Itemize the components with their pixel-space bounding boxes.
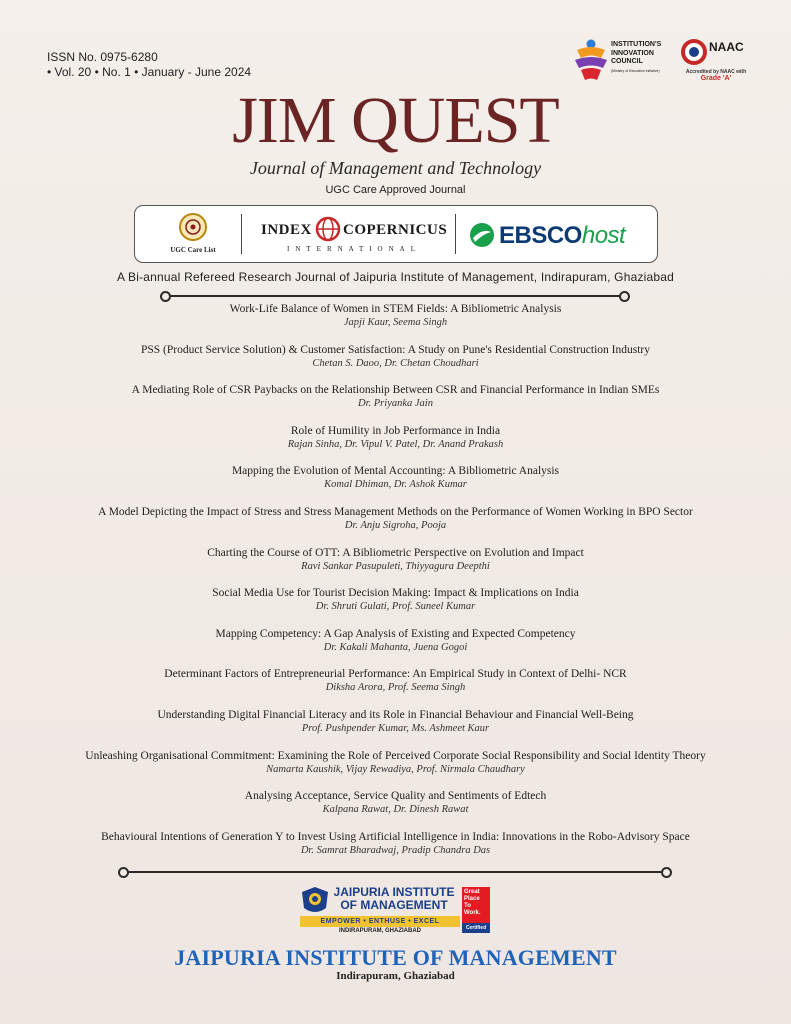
journal-subtitle: Journal of Management and Technology — [249, 158, 542, 178]
journal-masthead: JIM QUEST — [232, 84, 559, 157]
jaipuria-crest-icon — [300, 886, 330, 916]
gptw-line-1: Great — [464, 889, 480, 895]
ebsco-wordmark — [499, 222, 625, 250]
article-authors: Dr. Anju Sigroha, Pooja — [344, 519, 447, 531]
table-of-contents — [40, 303, 751, 871]
gptw-line-2: Place — [464, 896, 480, 902]
rule-end-dot — [160, 291, 171, 302]
ebsco-swoosh-icon — [469, 222, 495, 248]
article-title: Unleashing Organisational Commitment: Examining the Role of Perceived Corporate Social Responsibility and Social Identity Theory — [85, 749, 706, 762]
article-title: A Model Depicting the Impact of Stress and Stress Management Methods on the Performance of Women Working in BPO Sector — [98, 505, 693, 518]
article-title: PSS (Product Service Solution) & Customer Satisfaction: A Study on Pune's Residential Construction Industry — [140, 343, 651, 356]
iic-line-2: INNOVATION — [611, 49, 654, 57]
naac-seal-icon — [680, 38, 708, 66]
article-entry — [40, 709, 751, 735]
copernicus-word: COPERNICUS — [343, 222, 448, 238]
iic-text — [611, 41, 661, 75]
institute-name: JAIPURIA INSTITUTE OF MANAGEMENT — [174, 945, 617, 970]
ebscohost-logo — [469, 216, 649, 252]
bottom-rule — [124, 871, 666, 873]
iic-badge — [571, 38, 681, 84]
naac-accredited: Accredited by NAAC with — [685, 69, 747, 75]
article-entry — [40, 668, 751, 694]
gptw-certified: Certified — [462, 923, 490, 933]
issn-block — [47, 50, 251, 80]
article-authors: Dr. Samrat Bharadwaj, Pradip Chandra Das — [300, 844, 491, 856]
article-authors: Dr. Shruti Gulati, Prof. Suneel Kumar — [315, 601, 476, 613]
article-title: Social Media Use for Tourist Decision Making: Impact & Implications on India — [212, 587, 579, 600]
article-authors: Namarta Kaushik, Vijay Rewadiya, Prof. Nirmala Chaudhary — [266, 763, 525, 775]
rule-end-dot — [619, 291, 630, 302]
article-authors: Chetan S. Daoo, Dr. Chetan Choudhari — [312, 357, 479, 369]
naac-title: NAAC — [709, 40, 744, 54]
jaipuria-logo-place: INDIRAPURAM, GHAZIABAD — [339, 928, 421, 934]
article-title: Behavioural Intentions of Generation Y to Invest Using Artificial Intelligence in India: Innovations in the Robo-Advisory Space — [101, 830, 690, 843]
naac-grade: Grade 'A' — [700, 75, 732, 82]
article-title: A Mediating Role of CSR Paybacks on the Relationship Between CSR and Financial Performance in Indian SMEs — [131, 384, 660, 397]
journal-tagline: A Bi-annual Refereed Research Journal of Jaipuria Institute of Management, Indirapuram, Ghaziabad — [116, 270, 675, 284]
jaipuria-logo-name — [330, 886, 458, 912]
article-authors: Prof. Pushpender Kumar, Ms. Ashmeet Kaur — [301, 722, 490, 734]
article-entry — [40, 344, 751, 370]
ugc-care-logo — [149, 210, 237, 258]
logo-divider — [455, 214, 456, 254]
article-title: Charting the Course of OTT: A Bibliometric Perspective on Evolution and Impact — [207, 546, 584, 559]
great-place-to-work-badge — [462, 887, 490, 933]
article-authors: Japji Kaur, Seema Singh — [343, 317, 448, 328]
article-title: Work-Life Balance of Women in STEM Fields: A Bibliometric Analysis — [229, 303, 562, 315]
gptw-line-4: Work. — [464, 910, 481, 916]
volume-line: • Vol. 20 • No. 1 • January - June 2024 — [47, 65, 252, 79]
jaipuria-motto: EMPOWER • ENTHUSE • EXCEL — [300, 916, 460, 927]
jaipuria-name-line-1: JAIPURIA INSTITUTE — [333, 885, 455, 899]
gptw-line-3: To — [464, 903, 471, 909]
jaipuria-logo — [298, 886, 494, 938]
jaipuria-name-line-2: OF MANAGEMENT — [340, 898, 448, 912]
article-entry — [40, 547, 751, 573]
article-entry — [40, 790, 751, 816]
logo-divider — [241, 214, 242, 254]
article-entry — [40, 587, 751, 613]
article-authors: Diksha Arora, Prof. Seema Singh — [325, 682, 466, 694]
issn-number: ISSN No. 0975-6280 — [47, 50, 158, 64]
iic-line-4: (Ministry of Education Initiative) — [611, 68, 660, 73]
index-international: INTERNATIONAL — [287, 245, 421, 253]
article-title: Understanding Digital Financial Literacy and its Role in Financial Behaviour and Financial Well-Being — [157, 708, 634, 721]
copernicus-globe-icon — [315, 216, 341, 242]
top-rule — [166, 295, 624, 297]
article-entry — [40, 750, 751, 776]
article-entry — [40, 303, 751, 329]
article-entry — [40, 831, 751, 857]
ebsco-main: EBSCO — [499, 222, 582, 249]
article-authors: Dr. Kakali Mahanta, Juena Gogoi — [323, 641, 468, 653]
article-entry — [40, 628, 751, 654]
iic-logo-icon — [571, 38, 611, 84]
ugc-approval-line: UGC Care Approved Journal — [325, 184, 466, 196]
article-authors: Dr. Priyanka Jain — [358, 398, 433, 410]
ugc-care-label: UGC Care List — [170, 246, 216, 254]
article-entry — [40, 506, 751, 532]
rule-end-dot — [661, 867, 672, 878]
iic-line-3: COUNCIL — [611, 58, 643, 65]
article-entry — [40, 384, 751, 410]
article-title: Role of Humility in Job Performance in India — [290, 424, 501, 437]
rule-end-dot — [118, 867, 129, 878]
article-authors: Rajan Sinha, Dr. Vipul V. Patel, Dr. Anand Prakash — [287, 438, 504, 450]
institute-location: Indirapuram, Ghaziabad — [336, 970, 455, 982]
index-word: INDEX — [261, 222, 312, 238]
indexing-logos — [134, 205, 658, 263]
index-copernicus-logo — [253, 210, 453, 258]
article-authors: Kalpana Rawat, Dr. Dinesh Rawat — [322, 804, 469, 816]
article-authors: Ravi Sankar Pasupuleti, Thiyyagura Deepthi — [301, 560, 490, 572]
article-entry — [40, 425, 751, 451]
article-title: Analysing Acceptance, Service Quality and Sentiments of Edtech — [244, 790, 547, 803]
ebsco-host: host — [581, 222, 626, 249]
article-entry — [40, 465, 751, 491]
article-authors: Komal Dhiman, Dr. Ashok Kumar — [324, 479, 467, 491]
article-title: Mapping the Evolution of Mental Accounting: A Bibliometric Analysis — [231, 465, 560, 478]
ugc-emblem-icon — [178, 212, 208, 242]
article-title: Determinant Factors of Entrepreneurial Performance: An Empirical Study in Context of Delhi- NCR — [164, 668, 627, 681]
iic-line-1: INSTITUTION'S — [611, 41, 662, 48]
article-title: Mapping Competency: A Gap Analysis of Existing and Expected Competency — [215, 627, 576, 640]
naac-badge — [680, 38, 752, 84]
